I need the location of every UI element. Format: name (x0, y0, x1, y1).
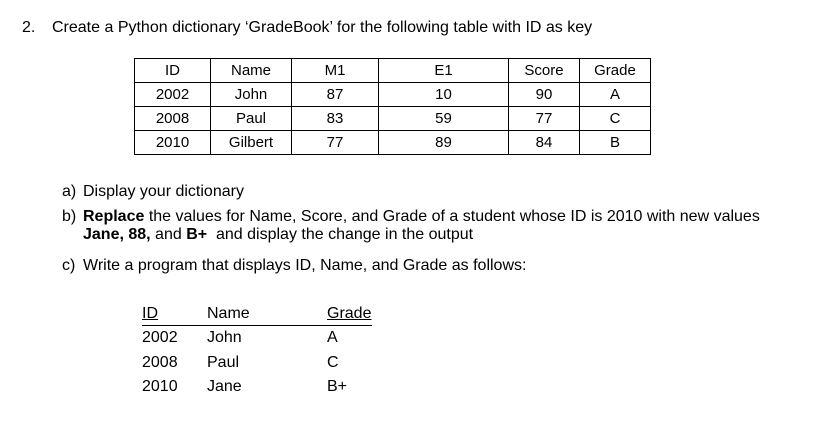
subquestion-b (62, 208, 760, 243)
cell-m1: 83 (292, 107, 379, 131)
cell-id: 2010 (135, 131, 211, 155)
output-name: Jane (207, 378, 242, 395)
subquestion-text: Display your dictionary (83, 183, 244, 200)
cell-m1: 77 (292, 131, 379, 155)
cell-grade: C (580, 107, 651, 131)
cell-id: 2008 (135, 107, 211, 131)
bold-new-values: Jane, 88, (83, 226, 151, 243)
bold-replace: Replace (83, 208, 145, 225)
header-score: Score (509, 59, 580, 83)
cell-score: 84 (509, 131, 580, 155)
subquestion-text (83, 208, 760, 244)
header-e1: E1 (379, 59, 509, 83)
output-id: 2002 (142, 329, 178, 346)
question-heading (22, 19, 592, 37)
table-row (135, 131, 651, 155)
cell-e1: 10 (379, 83, 509, 107)
cell-name: Gilbert (211, 131, 292, 155)
cell-id: 2002 (135, 83, 211, 107)
output-name: John (207, 329, 242, 346)
subquestion-text: Write a program that displays ID, Name, and Grade as follows: (83, 257, 527, 274)
header-grade: Grade (580, 59, 651, 83)
table-row (135, 107, 651, 131)
question-text: Create a Python dictionary ‘GradeBook’ for the following table with ID as key (52, 19, 593, 36)
subquestion-text-part: the values for Name, Score, and Grade of a student whose ID is 2010 with new values (144, 208, 760, 225)
table-header-row (135, 59, 651, 83)
output-grade: B+ (327, 378, 348, 395)
cell-name: Paul (211, 107, 292, 131)
subquestion-c (62, 257, 527, 275)
subquestion-text-part: and (150, 226, 187, 243)
cell-grade: A (580, 83, 651, 107)
header-name: Name (211, 59, 292, 83)
output-grade: C (327, 354, 339, 371)
gradebook-table (134, 58, 651, 155)
cell-grade: B (580, 131, 651, 155)
cell-m1: 87 (292, 83, 379, 107)
output-grade: A (327, 329, 338, 346)
output-header-grade: Grade (327, 305, 372, 322)
subquestion-label: a) (62, 183, 77, 200)
subquestion-text-part: and display the change in the output (207, 226, 474, 243)
cell-score: 77 (509, 107, 580, 131)
subquestion-a (62, 183, 244, 201)
bold-grade-value: B+ (186, 226, 208, 243)
question-number: 2. (22, 19, 36, 36)
output-id: 2010 (142, 378, 178, 395)
output-header-underline (142, 325, 372, 326)
output-id: 2008 (142, 354, 178, 371)
output-header-id: ID (142, 305, 158, 322)
cell-e1: 59 (379, 107, 509, 131)
cell-e1: 89 (379, 131, 509, 155)
subquestion-label: b) (62, 208, 77, 225)
output-header-name: Name (207, 305, 250, 322)
header-id: ID (135, 59, 211, 83)
cell-score: 90 (509, 83, 580, 107)
header-m1: M1 (292, 59, 379, 83)
output-name: Paul (207, 354, 240, 371)
cell-name: John (211, 83, 292, 107)
table-row (135, 83, 651, 107)
subquestion-label: c) (62, 257, 76, 274)
